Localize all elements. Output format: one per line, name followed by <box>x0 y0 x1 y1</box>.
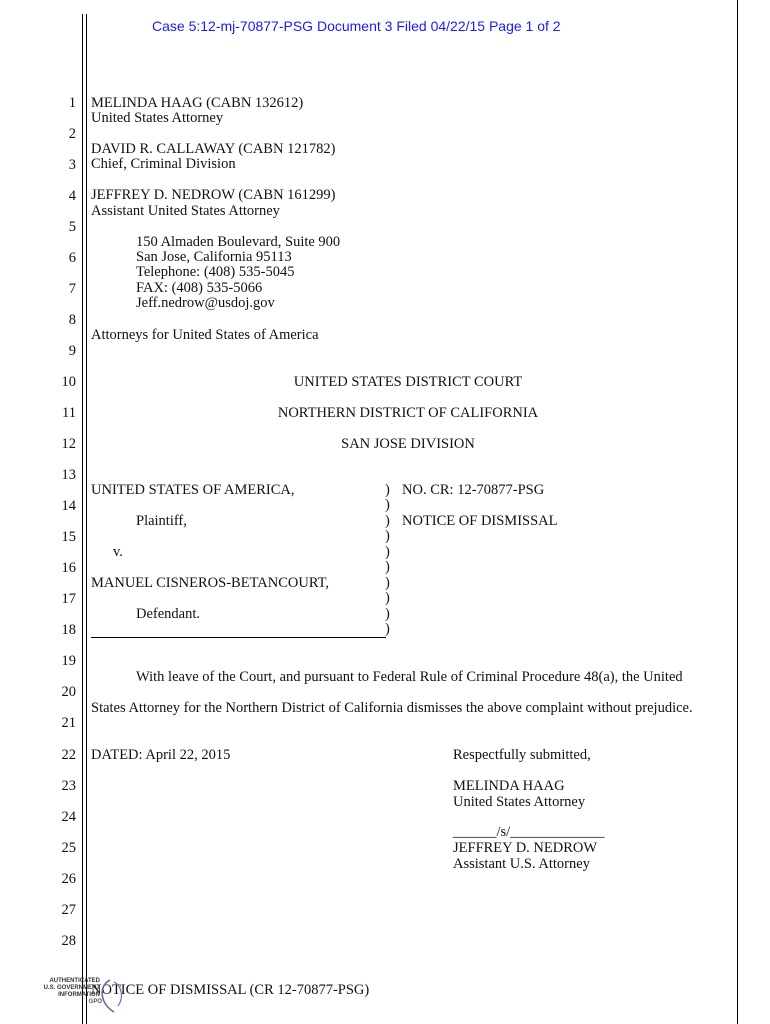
address-line-2: San Jose, California 95113 <box>136 249 292 265</box>
attorney-1-name: MELINDA HAAG (CABN 132612) <box>91 95 304 111</box>
caption-paren: ) <box>385 482 390 498</box>
closing: Respectfully submitted, <box>453 747 591 763</box>
line-number: 25 <box>61 840 76 856</box>
line-number: 28 <box>61 933 76 949</box>
plaintiff-name: UNITED STATES OF AMERICA, <box>91 482 295 498</box>
caption-underline <box>91 637 386 638</box>
court-district: NORTHERN DISTRICT OF CALIFORNIA <box>277 405 539 421</box>
line-number: 17 <box>61 591 76 607</box>
line-number: 18 <box>61 622 76 638</box>
signature-line: ______/s/_____________ <box>453 824 605 840</box>
line-number: 11 <box>62 405 76 421</box>
attorneys-for: Attorneys for United States of America <box>91 327 319 343</box>
stamp-line-4: GPO <box>88 999 102 1005</box>
left-margin-line-inner <box>86 14 87 1024</box>
case-number: NO. CR: 12-70877-PSG <box>402 482 545 498</box>
right-margin-line <box>737 0 738 1024</box>
line-number: 13 <box>61 467 76 483</box>
attorney-2-name: DAVID R. CALLAWAY (CABN 121782) <box>91 141 336 157</box>
line-number: 4 <box>68 188 76 204</box>
signer-2-title: Assistant U.S. Attorney <box>453 856 590 872</box>
line-number: 8 <box>68 312 76 328</box>
caption-paren: ) <box>385 497 390 513</box>
line-number: 20 <box>61 684 76 700</box>
court-division: SAN JOSE DIVISION <box>341 436 475 452</box>
signer-2-name: JEFFREY D. NEDROW <box>453 840 598 856</box>
address-line-1: 150 Almaden Boulevard, Suite 900 <box>136 234 341 250</box>
line-number: 16 <box>61 560 76 576</box>
left-margin-line-outer <box>82 14 83 1024</box>
caption-paren: ) <box>385 575 390 591</box>
line-number: 22 <box>61 747 76 763</box>
caption-paren: ) <box>385 590 390 606</box>
line-number: 6 <box>68 250 76 266</box>
fax: FAX: (408) 535-5066 <box>136 280 263 296</box>
defendant-role: Defendant. <box>136 606 201 622</box>
document-title: NOTICE OF DISMISSAL <box>402 513 558 529</box>
body-paragraph-line-2: States Attorney for the Northern District of California dismisses the above complaint without prejudice. <box>91 700 693 716</box>
stamp-line-3: INFORMATION <box>58 992 100 998</box>
line-number: 2 <box>68 126 76 142</box>
body-paragraph-line-1: With leave of the Court, and pursuant to Federal Rule of Criminal Procedure 48(a), the United <box>136 669 683 685</box>
line-number: 1 <box>68 95 76 111</box>
line-number: 21 <box>61 715 76 731</box>
line-number: 12 <box>61 436 76 452</box>
line-number: 14 <box>61 498 76 514</box>
signer-1-name: MELINDA HAAG <box>453 778 565 794</box>
dated-line: DATED: April 22, 2015 <box>91 747 231 763</box>
caption-paren: ) <box>385 528 390 544</box>
caption-paren: ) <box>385 621 390 637</box>
line-number: 26 <box>61 871 76 887</box>
plaintiff-role: Plaintiff, <box>136 513 187 529</box>
caption-paren: ) <box>385 513 390 529</box>
line-number: 10 <box>61 374 76 390</box>
case-header-stamp: Case 5:12-mj-70877-PSG Document 3 Filed 04/22/15 Page 1 of 2 <box>152 18 561 34</box>
attorney-1-title: United States Attorney <box>91 110 224 126</box>
court-name: UNITED STATES DISTRICT COURT <box>293 374 523 390</box>
line-number: 5 <box>68 219 76 235</box>
stamp-line-1: AUTHENTICATED <box>49 978 100 984</box>
line-number: 24 <box>61 809 76 825</box>
gpo-authentication-stamp <box>40 976 126 1016</box>
line-number: 27 <box>61 902 76 918</box>
versus: v. <box>113 544 123 560</box>
email: Jeff.nedrow@usdoj.gov <box>136 295 275 311</box>
line-number: 19 <box>61 653 76 669</box>
caption-paren: ) <box>385 559 390 575</box>
stamp-line-2: U.S. GOVERNMENT <box>43 985 100 991</box>
defendant-name: MANUEL CISNEROS-BETANCOURT, <box>91 575 330 591</box>
footer-title: NOTICE OF DISMISSAL (CR 12-70877-PSG) <box>91 982 370 998</box>
telephone: Telephone: (408) 535-5045 <box>136 264 295 280</box>
attorney-3-name: JEFFREY D. NEDROW (CABN 161299) <box>91 187 336 203</box>
attorney-3-title: Assistant United States Attorney <box>91 203 280 219</box>
line-number: 3 <box>68 157 76 173</box>
signer-1-title: United States Attorney <box>453 794 586 810</box>
line-number: 9 <box>68 343 76 359</box>
caption-paren: ) <box>385 606 390 622</box>
attorney-2-title: Chief, Criminal Division <box>91 156 236 172</box>
caption-paren: ) <box>385 544 390 560</box>
line-number: 7 <box>68 281 76 297</box>
line-number: 15 <box>61 529 76 545</box>
line-number: 23 <box>61 778 76 794</box>
